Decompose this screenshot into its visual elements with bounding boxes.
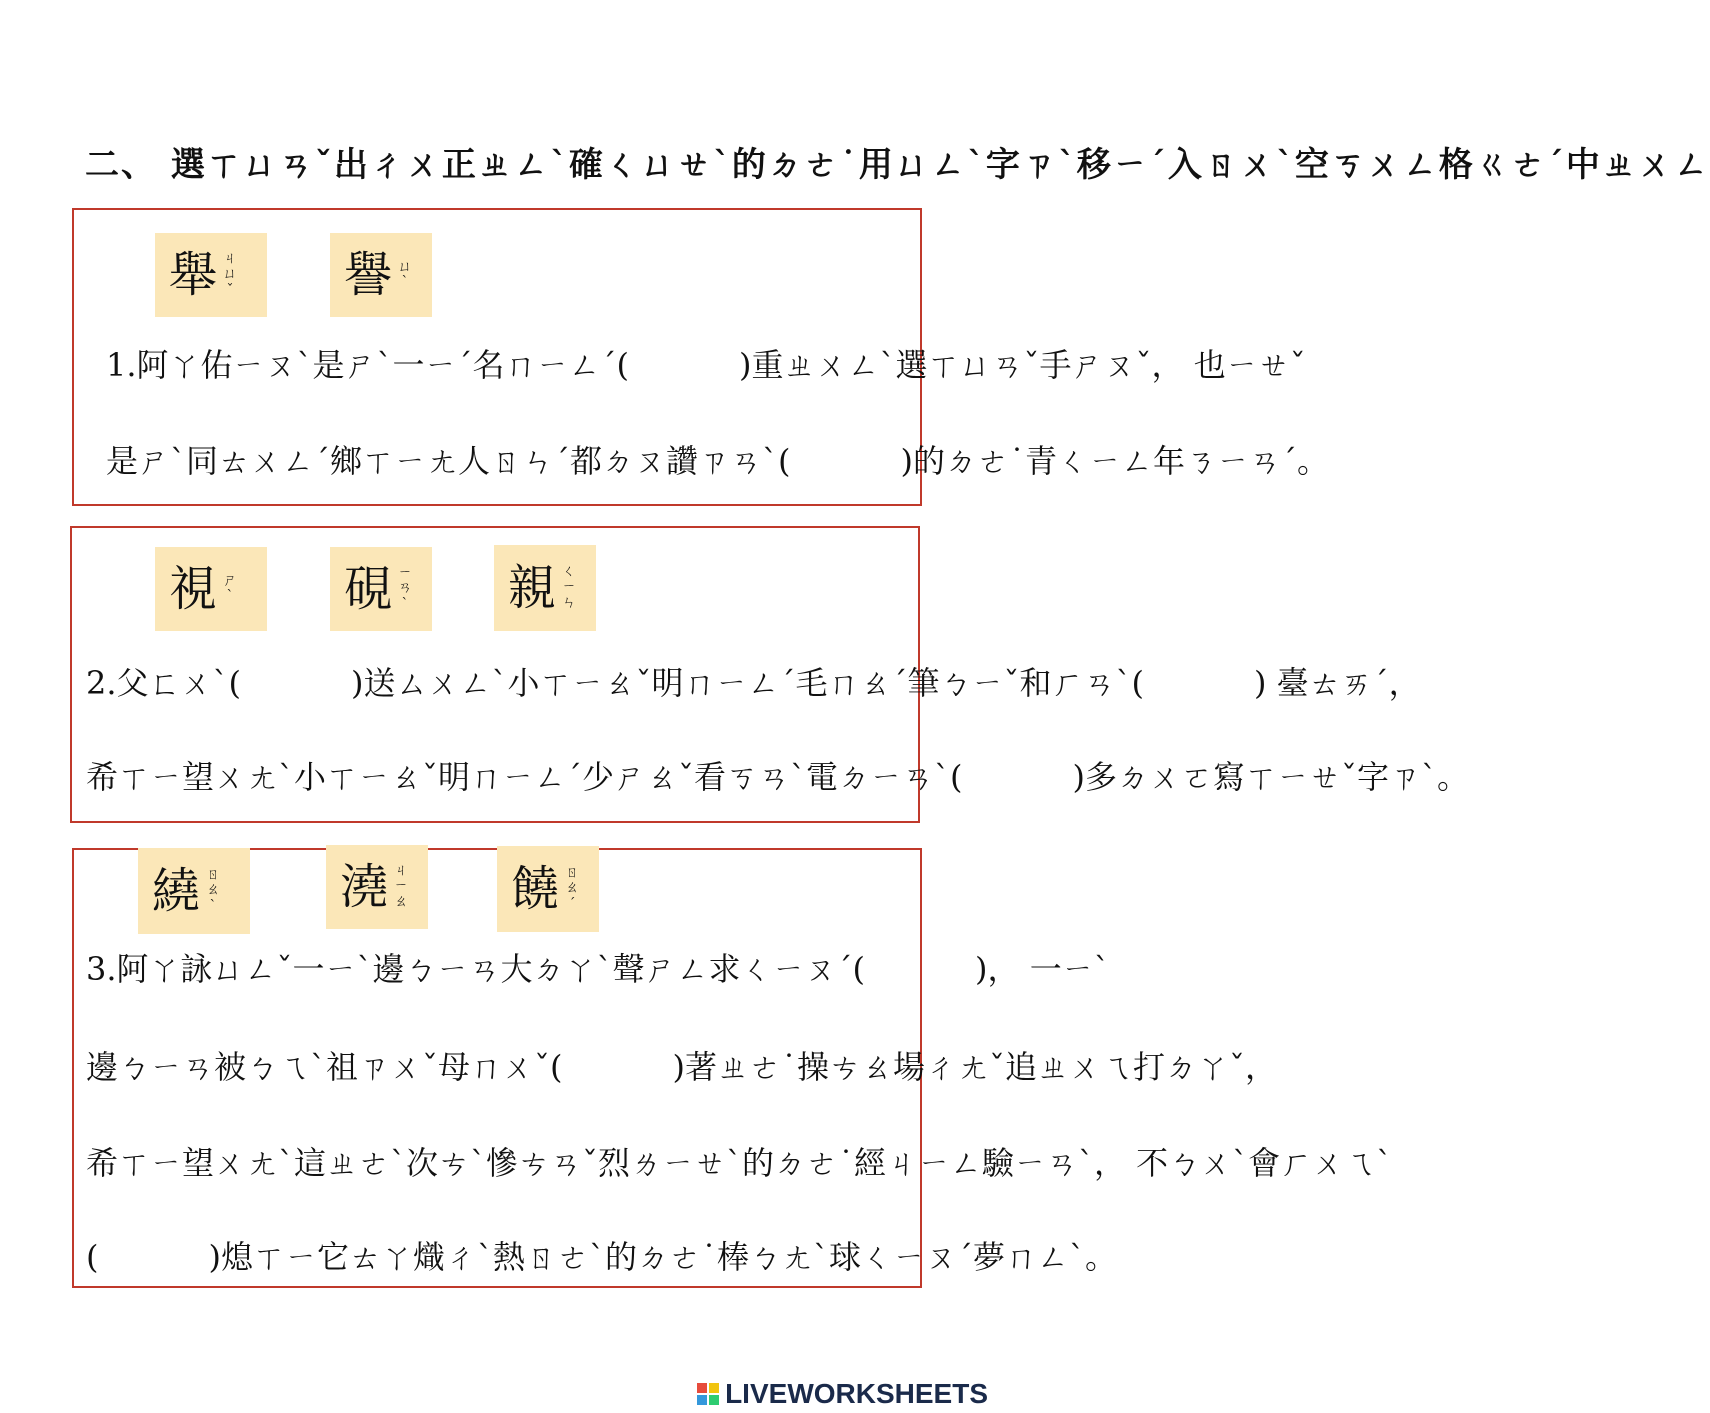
sentence-line <box>86 1042 1277 1092</box>
worksheet-title: 二、 選ㄒㄩㄢˇ出ㄔㄨ正ㄓㄥˋ確ㄑㄩㄝˋ的ㄉㄜ˙用ㄩㄥˋ字ㄗˋ移ㄧˊ入ㄖㄨˋ空ㄎㄨㄥ格ㄍㄜˊ中ㄓㄨㄥ <box>85 145 1710 185</box>
chip-char: 硯 <box>344 561 393 617</box>
text-segment: 希ㄒㄧ望ㄨㄤˋ這ㄓㄜˋ次ㄘˋ慘ㄘㄢˇ烈ㄌㄧㄝˋ的ㄉㄜ˙經ㄐㄧㄥ驗ㄧㄢˋ， 不ㄅㄨˋ會ㄏㄨㄟˋ <box>86 1144 1393 1182</box>
logo-icon <box>697 1383 719 1405</box>
text-segment: 1.阿ㄚ佑ㄧㄡˋ是ㄕˋ一ㄧˊ名ㄇㄧㄥˊ( <box>106 346 630 384</box>
chip-char: 譽 <box>344 247 393 303</box>
word-chip-2-1[interactable] <box>155 547 267 631</box>
chip-zhuyin: ㄕˋ <box>223 572 238 604</box>
chip-zhuyin: ㄑㄧㄣ <box>562 563 577 611</box>
word-chip-3-2[interactable] <box>326 845 428 929</box>
chip-char: 舉 <box>169 247 218 303</box>
chip-zhuyin: ㄖㄠˊ <box>565 864 580 912</box>
text-segment: )熄ㄒㄧ它ㄊㄚ熾ㄔˋ熱ㄖㄜˋ的ㄉㄜ˙棒ㄅㄤˋ球ㄑㄧㄡˊ夢ㄇㄥˋ。 <box>208 1238 1117 1276</box>
word-chip-3-3[interactable] <box>497 846 599 932</box>
chip-char: 繞 <box>152 863 201 919</box>
sentence-line <box>106 436 1329 486</box>
sentence-line <box>106 340 1306 390</box>
chip-zhuyin: ㄧㄢˋ <box>398 564 413 612</box>
text-segment: 邊ㄅㄧㄢ被ㄅㄟˋ祖ㄗㄨˇ母ㄇㄨˇ( <box>86 1048 563 1086</box>
chip-zhuyin: ㄐㄩˇ <box>223 250 238 298</box>
chip-char: 饒 <box>511 861 560 917</box>
text-segment: ( <box>86 1238 99 1276</box>
word-chip-1-1[interactable] <box>155 233 267 317</box>
text-segment: 是ㄕˋ同ㄊㄨㄥˊ鄉ㄒㄧㄤ人ㄖㄣˊ都ㄉㄡ讚ㄗㄢˋ( <box>106 442 791 480</box>
chip-char: 視 <box>169 561 218 617</box>
sentence-line <box>86 944 1110 994</box>
chip-zhuyin: ㄩˋ <box>398 258 413 290</box>
chip-char: 澆 <box>340 859 389 915</box>
sentence-line <box>86 1232 1117 1282</box>
sentence-line <box>86 1138 1392 1188</box>
text-segment: )著ㄓㄜ˙操ㄘㄠ場ㄔㄤˇ追ㄓㄨㄟ打ㄉㄚˇ， <box>672 1048 1277 1086</box>
text-segment: )送ㄙㄨㄥˋ小ㄒㄧㄠˇ明ㄇㄧㄥˊ毛ㄇㄠˊ筆ㄅㄧˇ和ㄏㄢˋ( <box>351 664 1145 702</box>
brand-name: LIVEWORKSHEETS <box>725 1378 988 1409</box>
sentence-line <box>86 658 1421 708</box>
text-segment: ) 臺ㄊㄞˊ， <box>1254 664 1421 702</box>
word-chip-3-1[interactable] <box>138 848 250 934</box>
liveworksheets-logo <box>697 1378 988 1410</box>
text-segment: 希ㄒㄧ望ㄨㄤˋ小ㄒㄧㄠˇ明ㄇㄧㄥˊ少ㄕㄠˇ看ㄎㄢˋ電ㄉㄧㄢˋ( <box>86 758 963 796</box>
text-segment: )多ㄉㄨㄛ寫ㄒㄧㄝˇ字ㄗˋ。 <box>1072 758 1469 796</box>
text-segment: 2.父ㄈㄨˋ( <box>86 664 242 702</box>
word-chip-1-2[interactable] <box>330 233 432 317</box>
chip-zhuyin: ㄖㄠˋ <box>206 866 221 914</box>
word-chip-2-3[interactable] <box>494 545 596 631</box>
text-segment: )， 一ㄧˋ <box>975 950 1110 988</box>
word-chip-2-2[interactable] <box>330 547 432 631</box>
text-segment: 3.阿ㄚ詠ㄩㄥˇ一ㄧˋ邊ㄅㄧㄢ大ㄉㄚˋ聲ㄕㄥ求ㄑㄧㄡˊ( <box>86 950 866 988</box>
text-segment: )的ㄉㄜ˙青ㄑㄧㄥ年ㄋㄧㄢˊ。 <box>900 442 1329 480</box>
chip-char: 親 <box>508 560 557 616</box>
chip-zhuyin: ㄐㄧㄠ <box>394 862 409 910</box>
sentence-line <box>86 752 1469 802</box>
text-segment: )重ㄓㄨㄥˋ選ㄒㄩㄢˇ手ㄕㄡˇ， 也ㄧㄝˇ <box>739 346 1306 384</box>
